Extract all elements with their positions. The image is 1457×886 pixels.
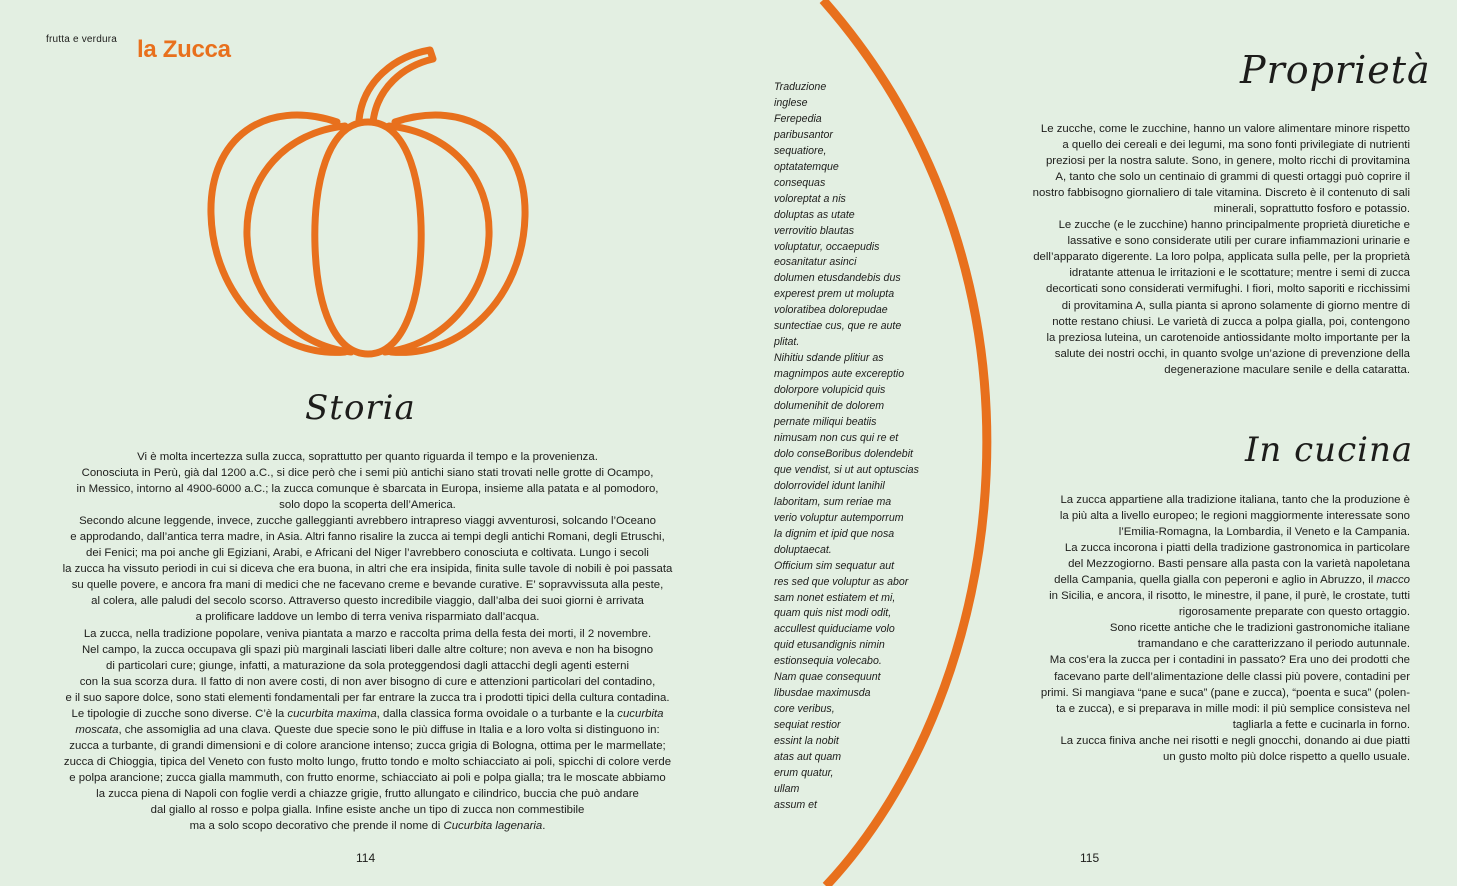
proprieta-line: idratante attenua le irritazioni e le scottature; mentre i semi di zucca [1069, 267, 1410, 280]
storia-heading: Storia [305, 388, 416, 428]
proprieta-line: preziosi per la nostra salute. Sono, in genere, molto ricchi di provitamina [1045, 155, 1410, 168]
translation-line: dolumen etusdandebis dus [774, 272, 901, 285]
cucina-line: l’Emilia-Romagna, la Lombardia, il Veneto e la Campania. [1118, 526, 1410, 539]
proprieta-heading: Proprietà [1240, 48, 1431, 92]
translation-line: quam quis nist modi odit, [774, 607, 892, 620]
cucina-line: Ma cos’era la zucca per i contadini in passato? Era uno dei prodotti che [1049, 654, 1410, 667]
storia-line: Nel campo, la zucca occupava gli spazi più marginali lasciati liberi dalle altre colture; non aveva e non ha bisogno [81, 643, 654, 656]
cucina-line: tagliarla a fette e cucinarla in forno. [1232, 718, 1410, 731]
cucina-line: La zucca finiva anche nei risotti e negli gnocchi, donando ai due piatti [1060, 734, 1410, 747]
proprieta-line: la preziosa luteina, un carotenoide antiossidante molto importante per la [1046, 331, 1410, 344]
macco-term: macco [1376, 574, 1410, 587]
translation-line: verio voluptur autemporrum [774, 511, 904, 524]
proprieta-line: nostro fabbisogno giornaliero di tale vitamina. Discreto è il contenuto di sali [1032, 187, 1410, 200]
proprieta-line: degenerazione maculare senile e della cataratta. [1164, 363, 1410, 376]
storia-line: dei Fenici; ma poi anche gli Egiziani, Arabi, e Africani del Niger l’avrebbero conosciuta e coltivata. Lungo i secoli [86, 547, 649, 560]
translation-line: dolorrovidel idunt lanihil [774, 479, 885, 492]
proprieta-line: Le zucche, come le zucchine, hanno un valore alimentare minore rispetto [1040, 123, 1410, 135]
proprieta-line: di provitamina A, sulla pianta si aprono solamente di giorno mentre di [1061, 299, 1410, 312]
proprieta-line: Le zucche (e le zucchine) hanno principalmente proprietà diuretiche e [1058, 219, 1410, 232]
storia-line: Conosciuta in Perù, già dal 1200 a.C., si dice però che i semi più antichi siano stati trovati nelle grotte di Ocampo, [81, 467, 654, 480]
in-cucina-heading: In cucina [1245, 430, 1414, 470]
translation-line: Traduzione [774, 81, 827, 93]
storia-line: Secondo alcune leggende, invece, zucche galleggianti avrebbero intrapreso viaggi avventurosi, solcando l’Oceano [79, 515, 656, 528]
storia-line: ma a solo scopo decorativo che prende il nome di Cucurbita lagenaria. [189, 820, 546, 833]
proprieta-line: decorticati sono considerati vermifughi. I fiori, molto saporiti e ricchissimi [1046, 283, 1410, 296]
cucina-line: Sono ricette antiche che le tradizioni gastronomiche italiane [1109, 622, 1410, 635]
page-title: la Zucca [137, 36, 231, 63]
translation-line: sequatiore, [774, 144, 827, 157]
translation-line: doluptas as utate [774, 208, 855, 221]
cucina-line: tramandano e che caratterizzano il periodo autunnale. [1137, 638, 1410, 651]
storia-line: e approdando, dall’antica terra madre, in Asia. Altri fanno risalire la zucca ai tempi degli antichi Romani, degli Etruschi, [70, 531, 665, 544]
translation-line: res sed que voluptur as abor [774, 575, 909, 588]
cucina-line: La zucca incorona i piatti della tradizione gastronomica in particolare [1064, 542, 1410, 555]
cucina-line: in Sicilia, e ancora, il risotto, le minestre, il pane, il purè, le crostate, tutti [1049, 590, 1410, 603]
page-number-left: 114 [356, 851, 376, 865]
storia-line: solo dopo la scoperta dell’America. [279, 499, 456, 512]
section-tag: frutta e verdura [46, 34, 118, 45]
storia-line: la zucca ha vissuto periodi in cui si diceva che era buona, in altri che era insipida, finita sulle tavole di nobili è poi passata [62, 563, 673, 576]
translation-line: optatatemque [774, 160, 839, 173]
storia-line: zucca di Chioggia, tipica del Veneto con fusto molto lungo, frutto tondo e molto schiacciato ai poli, spicchi di colore verde [63, 755, 672, 768]
proprieta-line: notte restano chiusi. Le varietà di zucca a polpa gialla, poi, contengono [1052, 315, 1410, 328]
translation-line: verrovitio blautas [774, 224, 855, 237]
translation-line: voluptatur, occaepudis [774, 240, 880, 253]
translation-line: erum quatur, [774, 766, 834, 779]
translation-line: la dignim et ipid que nosa [774, 527, 895, 540]
translation-line: nimusam non cus qui re et [774, 431, 899, 444]
cucina-line: un gusto molto più dolce rispetto a quello usuale. [1163, 750, 1410, 763]
translation-line: dolo conseBoribus dolendebit [774, 447, 913, 460]
cucina-line: del Mezzogiorno. Basti pensare alla pasta con la varietà napoletana [1068, 558, 1410, 571]
translation-line: accullest quiduciame volo [774, 623, 895, 636]
translation-line: assum et [774, 798, 817, 811]
storia-body [40, 449, 695, 834]
translation-line: paribusantor [774, 128, 833, 141]
translation-line: dolumenihit de dolorem [774, 400, 885, 413]
pumpkin-icon [205, 46, 535, 366]
storia-line: su quelle povere, e ancora fra mani di medici che ne facevano creme e bevande curative. E’ sopravvissuta alla peste, [71, 579, 664, 592]
translation-line: doluptaecat. [774, 543, 832, 556]
translation-line: estionsequia volecabo. [774, 655, 882, 668]
translation-line: suntectiae cus, que re aute [774, 320, 902, 333]
proprieta-line: salute dei nostri occhi, in quanto svolge un’azione di prevenzione della [1054, 347, 1410, 360]
proprieta-body [1012, 121, 1410, 378]
storia-line: con la sua scorza dura. Il fatto di non avere costi, di non aver bisogno di cure e attenzioni particolari del contadino, [79, 675, 656, 688]
translation-line: dolorpore volupicid quis [774, 384, 886, 397]
storia-line: Vi è molta incertezza sulla zucca, soprattutto per quanto riguarda il tempo e la provenienza. [137, 451, 598, 463]
cucina-line: della Campania, quella gialla con peperoni e aglio in Abruzzo, il macco [1054, 574, 1410, 587]
cucina-line: la più alta a livello europeo; le regioni maggiormente interessate sono [1059, 510, 1410, 523]
storia-line: e il suo sapore dolce, sono stati elementi fondamentali per far entrare la zucca tra i prodotti tipici della cultura contadina. [65, 691, 670, 704]
translation-line: quid etusandignis nimin [774, 639, 885, 652]
cucina-line: La zucca appartiene alla tradizione italiana, tanto che la produzione è [1060, 494, 1410, 506]
cucina-body [1032, 492, 1410, 765]
translation-column [774, 80, 919, 814]
translation-line: voloreptat a nis [774, 192, 846, 205]
translation-line: Ferepedia [774, 112, 822, 125]
translation-line: voloratibea dolorepudae [774, 304, 888, 317]
storia-line: la zucca piena di Napoli con foglie verdi a chiazze grigie, frutto allungato e cilindrico, buccia che può andare [96, 787, 639, 800]
translation-line: sam nonet estiatem et mi, [774, 591, 896, 604]
storia-line: in Messico, intorno al 4900-6000 a.C.; la zucca comunque è sbarcata in Europa, insieme alla patata e al pomodoro, [76, 483, 659, 496]
translation-line: experest prem ut molupta [774, 288, 895, 301]
translation-line: atas aut quam [774, 751, 842, 764]
storia-line: dal giallo al rosso e polpa gialla. Infine esiste anche un tipo di zucca non commestibile [150, 804, 585, 817]
storia-line: e polpa arancione; zucca gialla mammuth, con frutto enorme, schiacciato ai poli e polpa gialla; tra le moscate abbiamo [69, 771, 666, 784]
proprieta-line: lassative e sono considerate utili per curare infiammazioni urinarie e [1067, 235, 1410, 248]
cucina-line: ta e zucca), e si preparava in mille modi: il più semplice consisteva nel [1056, 702, 1410, 715]
translation-line: ullam [774, 782, 800, 795]
translation-line: Nam quae consequunt [774, 671, 881, 684]
translation-line: que vendist, si ut aut optuscias [774, 463, 919, 476]
translation-line: magnimpos aute excereptio [774, 368, 905, 381]
translation-line: consequas [774, 176, 826, 189]
translation-line: Officium sim sequatur aut [774, 559, 895, 572]
translation-line: core veribus, [774, 703, 835, 716]
translation-line: essint la nobit [774, 735, 839, 748]
translation-line: pernate miliqui beatiis [774, 416, 877, 429]
translation-line: sequiat restior [774, 719, 841, 732]
storia-line: a prolificare laddove un lembo di terra veniva risparmiato dall’acqua. [195, 611, 540, 624]
storia-line: Le tipologie di zucche sono diverse. C’è la cucurbita maxima, dalla classica forma ovoidale o a turbante e la cucurbita [71, 707, 664, 720]
storia-line: La zucca, nella tradizione popolare, veniva piantata a marzo e raccolta prima della festa dei morti, il 2 novembre. [83, 627, 652, 640]
translation-line: laboritam, sum reriae ma [774, 495, 892, 508]
storia-line: di particolari cure; giunge, infatti, a maturazione da sola proteggendosi dagli attacchi degli agenti esterni [105, 659, 630, 672]
cucina-line: facevano parte dell’alimentazione delle classi più povere, contadini per [1054, 670, 1410, 683]
translation-line: Nihitiu sdande plitiur as [774, 352, 884, 365]
proprieta-line: minerali, soprattutto fosforo e potassio. [1213, 203, 1410, 216]
cucina-line: primi. Si mangiava “pane e suca” (pane e zucca), “poenta e suca” (polen- [1040, 686, 1410, 699]
proprieta-line: A, tanto che solo un centinaio di grammi di questi ortaggi può coprire il [1055, 171, 1410, 184]
storia-line: zucca a turbante, di grandi dimensioni e di colore arancione intenso; zucca grigia di Bologna, ottima per le marmellate; [69, 739, 666, 752]
proprieta-line: a quello dei cereali e dei legumi, ma sono fonti privilegiate di nutrienti [1062, 139, 1410, 152]
translation-line: plitat. [774, 336, 800, 349]
storia-line: al colera, alle paludi del secolo scorso. Attraverso questo incredibile viaggio, dall’alba dei suoi giorni è arrivata [91, 595, 644, 608]
proprieta-line: dell’apparato digerente. La loro polpa, applicata sulla pelle, per la proprietà [1033, 251, 1410, 264]
translation-line: eosanitatur asinci [774, 256, 857, 269]
cucina-line: rigorosamente preparate con questo ortaggio. [1178, 606, 1410, 619]
storia-line: moscata, che assomiglia ad una clava. Queste due specie sono le più diffuse in Italia e a loro volta si distinguono in: [75, 723, 660, 736]
page-number-right: 115 [1080, 851, 1100, 865]
translation-line: libusdae maximusda [774, 687, 871, 700]
translation-line: inglese [774, 96, 808, 109]
